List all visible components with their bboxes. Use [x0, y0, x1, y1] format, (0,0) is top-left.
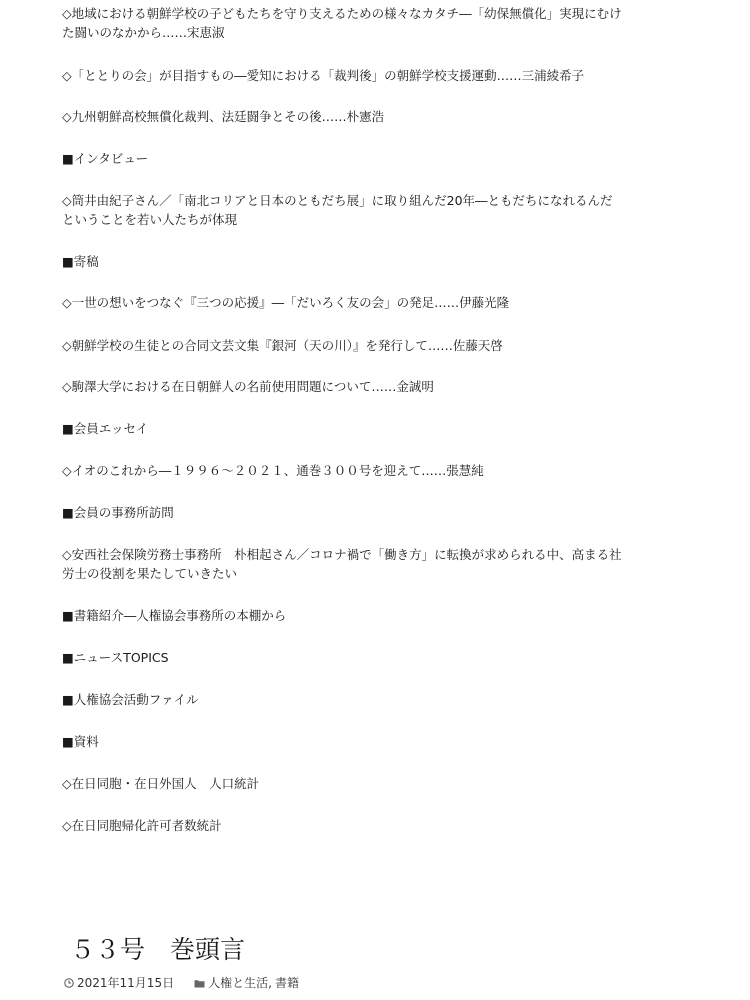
toc-item: ◇安西社会保険労務士事務所 朴相起さん／コロナ禍で「働き方」に転換が求められる中、高まる社労士の役割を果たしていきたい: [62, 547, 622, 581]
post-title[interactable]: [70, 930, 245, 970]
toc-section-heading: ■書籍紹介―人権協会事務所の本棚から: [62, 608, 287, 623]
toc-section-heading: ■会員エッセイ: [62, 421, 149, 436]
post-date-group: [64, 975, 174, 991]
toc-item: ◇「ととりの会」が目指すもの―愛知における「裁判後」の朝鮮学校支援運動……三浦綾希子: [62, 68, 585, 83]
toc-item: ◇九州朝鮮高校無償化裁判、法廷闘争とその後……朴憲浩: [62, 109, 385, 124]
toc-item: ◇駒澤大学における在日朝鮮人の名前使用問題について……金誠明: [62, 379, 434, 394]
toc-item: ◇イオのこれから―１９９６～２０２１、通巻３００号を迎えて……張慧純: [62, 463, 484, 478]
toc-section-heading: ■会員の事務所訪問: [62, 505, 174, 520]
post-title-link[interactable]: ５３号 巻頭言: [70, 935, 246, 964]
toc-section-heading: ■ニュースTOPICS: [62, 650, 169, 665]
folder-icon: [194, 979, 205, 988]
toc-item: ◇筒井由紀子さん／「南北コリアと日本のともだち展」に取り組んだ20年―ともだちになれるんだということを若い人たちが体現: [62, 193, 613, 227]
toc-item: ◇在日同胞帰化許可者数統計: [62, 818, 222, 833]
toc-section-heading: ■資料: [62, 734, 99, 749]
category-link-shoseki[interactable]: 書籍: [274, 976, 299, 990]
clock-icon: [64, 978, 74, 988]
toc-item: ◇在日同胞・在日外国人 人口統計: [62, 776, 260, 791]
post-date-link[interactable]: 2021年11月15日: [77, 976, 175, 990]
toc-section-heading: ■インタビュー: [62, 151, 149, 166]
toc-item: ◇一世の想いをつなぐ『三つの応援』―「だいろく友の会」の発足……伊藤光隆: [62, 295, 510, 310]
category-link-jinken-to-seikatsu[interactable]: 人権と生活: [208, 976, 269, 990]
category-separator: ,: [268, 976, 272, 990]
post-categories-group: [194, 975, 299, 991]
post-meta: [64, 975, 299, 991]
toc-item: ◇地域における朝鮮学校の子どもたちを守り支えるための様々なカタチ―「幼保無償化」実現にむけた闘いのなかから……宋恵淑: [62, 6, 622, 40]
toc-item: ◇朝鮮学校の生徒との合同文芸文集『銀河（天の川）』を発行して……佐藤天啓: [62, 338, 503, 353]
toc-section-heading: ■人権協会活動ファイル: [62, 692, 199, 707]
toc-section-heading: ■寄稿: [62, 254, 99, 269]
